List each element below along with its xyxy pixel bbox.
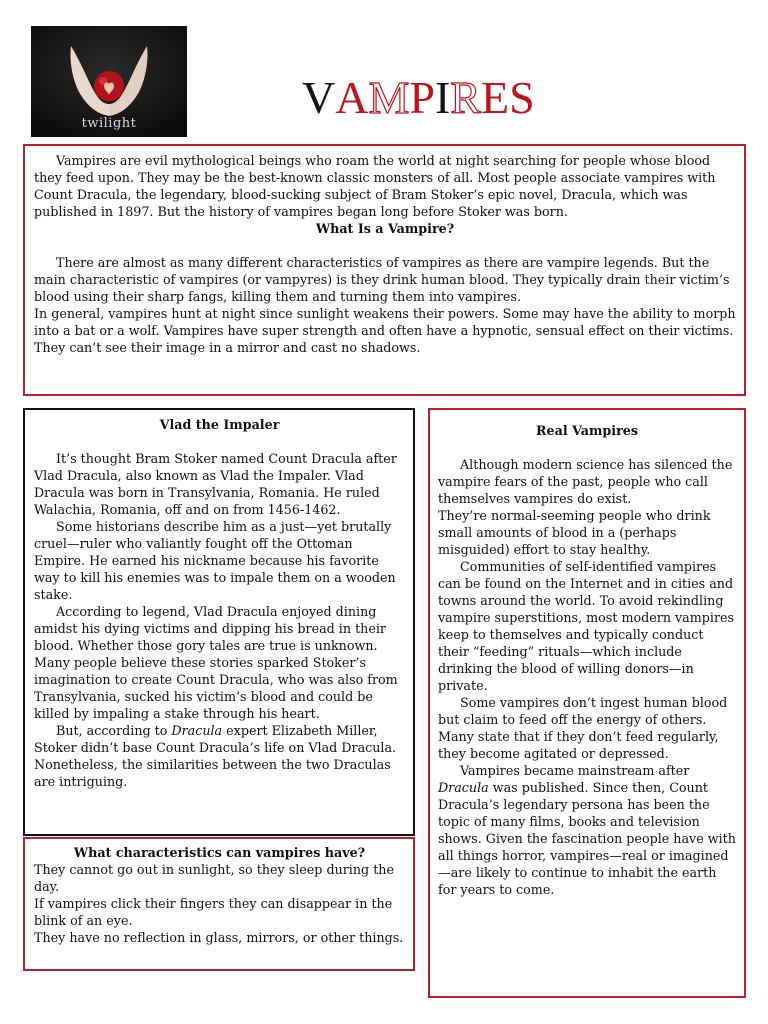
title-letter: S — [509, 72, 535, 123]
dracula-italic-2: Dracula — [438, 780, 489, 795]
real-vampires-heading: Real Vampires — [536, 423, 638, 438]
real-paragraph-4: Some vampires don’t ingest human blood but claim to feed off the energy of others. Many state that if they don’t feed regularly, they become agitated or depressed. — [438, 695, 728, 761]
vlad-p4-after: expert Elizabeth Miller, Stoker didn’t base Count Dracula’s life on Vlad Dracula. Nonetheless, the similarities between the two Draculas are intriguing. — [34, 723, 397, 789]
dracula-italic: Dracula — [171, 723, 223, 738]
characteristics-heading: What characteristics can vampires have? — [73, 845, 366, 860]
trait-item-1: They cannot go out in sunlight, so they sleep during the day. — [34, 862, 394, 894]
trait-item-3: They have no reflection in glass, mirrors, or other things. — [34, 930, 404, 945]
real-paragraph-3: Communities of self-identified vampires can be found on the Internet and in cities and towns around the world. To avoid rekindling vampire superstitions, most modern vampires keep to themselves and typically conduct their “feeding” rituals—which include drinking the blood of willing donors—in private. — [438, 559, 735, 693]
real-vampires-section — [428, 408, 746, 998]
vlad-heading: Vlad the Impaler — [159, 417, 280, 432]
vlad-paragraph-1: It’s thought Bram Stoker named Count Dracula after Vlad Dracula, also known as Vlad the Impaler. Vlad Dracula was born in Transylvania, Romania. He ruled Walachia, Romania, off and on from 1456-1462. — [34, 451, 397, 517]
real-paragraph-2: They’re normal-seeming people who drink small amounts of blood in a (perhaps misguided) effort to stay healthy. — [438, 508, 711, 557]
title-letter: P — [409, 72, 435, 123]
vlad-p4-before: But, according to — [56, 723, 172, 738]
real-p5-before: Vampires became mainstream after — [460, 763, 690, 778]
title-letter: M — [368, 72, 410, 123]
real-paragraph-1: Although modern science has silenced the vampire fears of the past, people who call themselves vampires do exist. — [438, 457, 733, 506]
poster-caption: twilight — [81, 116, 137, 131]
twilight-poster-image — [31, 26, 187, 137]
title-letter: I — [434, 72, 451, 123]
vlad-paragraph-3: According to legend, Vlad Dracula enjoyed dining amidst his dying victims and dipping his bread in their blood. Whether those gory tales are true is unknown. Many people believe these stories sparked Stoker’s imagination to create Count Dracula, who was also from Transylvania, sucked his victim’s blood and could be killed by impaling a stake through his heart. — [34, 604, 398, 721]
title-letter: E — [480, 72, 510, 123]
title-letter: A — [335, 72, 369, 123]
characteristics-section — [23, 837, 415, 971]
title-letter: R — [450, 72, 481, 123]
vlad-paragraph-2: Some historians describe him as a just—yet brutally cruel—ruler who valiantly fought off the Ottoman Empire. He earned his nickname because his favorite way to kill his enemies was to impale them on a wooden stake. — [34, 519, 396, 602]
vlad-paragraph-4 — [34, 722, 405, 790]
intro-paragraph-2: There are almost as many different characteristics of vampires as there are vampire legends. But the main characteristic of vampires (or vampyres) is they drink human blood. They typically drain their victim’s blood using their sharp fangs, killing them and turning them into vampires. — [34, 255, 730, 304]
vlad-the-impaler-section — [23, 408, 415, 836]
trait-item-2: If vampires click their fingers they can disappear in the blink of an eye. — [34, 896, 393, 928]
intro-section — [23, 144, 746, 396]
page-title — [302, 70, 535, 126]
what-is-a-vampire-heading: What Is a Vampire? — [315, 221, 455, 236]
intro-paragraph-1: Vampires are evil mythological beings who roam the world at night searching for people whose blood they feed upon. They may be the best-known classic monsters of all. Most people associate vampires with Count Dracula, the legendary, blood-sucking subject of Bram Stoker’s epic novel, Dracula, which was published in 1897. But the history of vampires began long before Stoker was born. — [34, 153, 716, 219]
intro-paragraph-3: In general, vampires hunt at night since sunlight weakens their powers. Some may have the ability to morph into a bat or a wolf. Vampires have super strength and often have a hypnotic, sensual effect on their victims. They can’t see their image in a mirror and cast no shadows. — [34, 306, 736, 355]
real-paragraph-5 — [438, 762, 736, 898]
title-letter: V — [302, 72, 336, 123]
real-p5-after: was published. Since then, Count Dracula’s legendary persona has been the topic of many films, books and television shows. Given the fascination people have with all things horror, vampires—real or imagined—are likely to continue to inhabit the earth for years to come. — [438, 780, 736, 897]
